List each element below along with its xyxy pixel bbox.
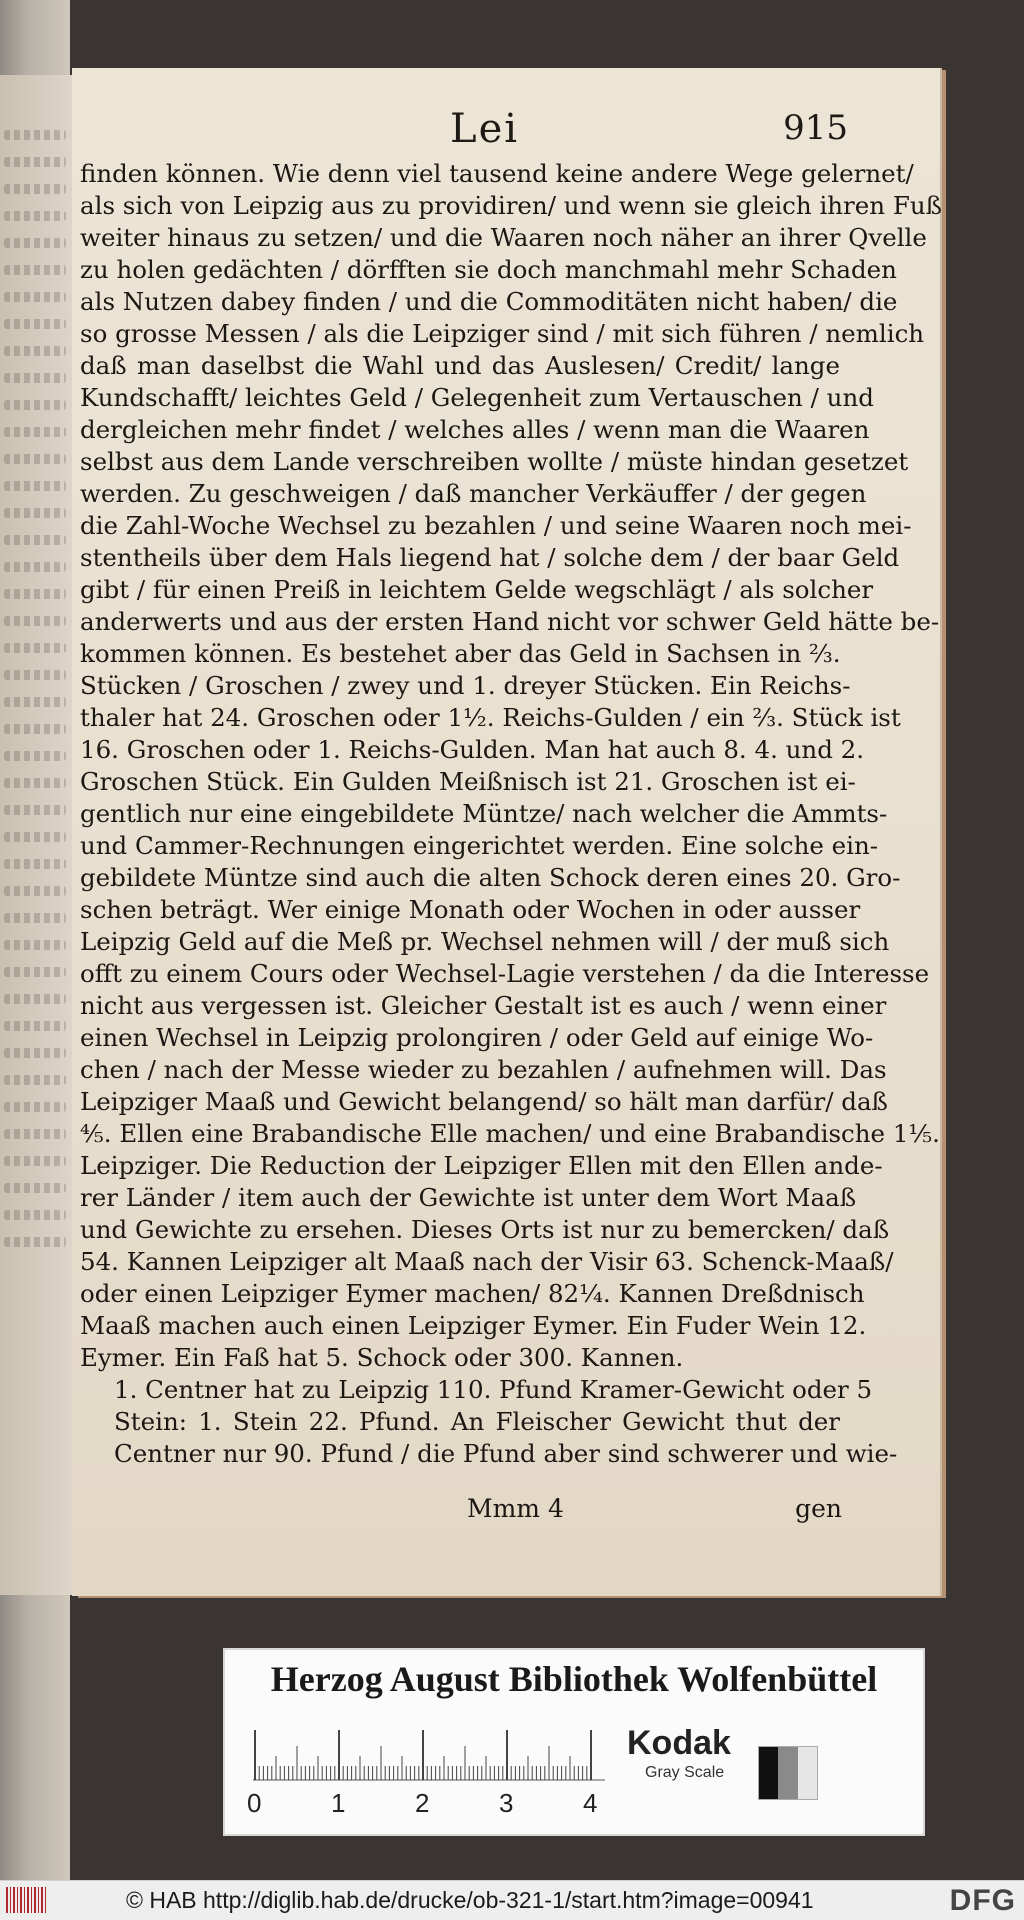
text-line: Kundschafft/ leichtes Geld / Gelegenheit zum Vertauschen / und <box>80 383 874 412</box>
text-line: Centner nur 90. Pfund / die Pfund aber sind schwerer und wie- <box>114 1439 898 1468</box>
gray-patch <box>778 1747 797 1799</box>
ghost-text-line <box>4 697 66 707</box>
ghost-text-line <box>4 1075 66 1085</box>
text-line: 54. Kannen Leipziger alt Maaß nach der Visir 63. Schenck-Maaß/ <box>80 1247 894 1276</box>
text-line: nicht aus vergessen ist. Gleicher Gestalt ist es auch / wenn einer <box>80 991 887 1020</box>
ghost-text-line <box>4 670 66 680</box>
text-line: Leipzig Geld auf die Meß pr. Wechsel nehmen will / der muß sich <box>80 927 890 956</box>
book-page <box>72 68 940 1596</box>
ruler-number: 1 <box>331 1788 346 1818</box>
ruler-number: 0 <box>247 1788 262 1818</box>
text-line: weiter hinaus zu setzen/ und die Waaren noch näher an ihrer Qvelle <box>80 223 927 252</box>
text-line: und Gewichte zu ersehen. Dieses Orts ist nur zu bemercken/ daß <box>80 1215 890 1244</box>
barcode-icon <box>6 1887 48 1913</box>
ghost-text-line <box>4 535 66 545</box>
ruler-number: 2 <box>415 1788 430 1818</box>
ghost-text-line <box>4 211 66 221</box>
ghost-text-line <box>4 778 66 788</box>
text-line: zu holen gedächten / dörfften sie doch manchmahl mehr Schaden <box>80 255 897 284</box>
ghost-text-line <box>4 589 66 599</box>
text-line: und Cammer-Rechnungen eingerichtet werden. Eine solche ein- <box>80 831 879 860</box>
ghost-text-line <box>4 859 66 869</box>
ghost-text-line <box>4 373 66 383</box>
ruler-numbers <box>247 1788 627 1822</box>
gray-scale-label: Gray Scale <box>645 1764 725 1781</box>
ruler-number: 4 <box>583 1788 598 1818</box>
text-line: gibt / für einen Preiß in leichtem Gelde wegschlägt / als solcher <box>80 575 874 604</box>
ghost-text-line <box>4 616 66 626</box>
text-line: dergleichen mehr findet / welches alles / wenn man die Waaren <box>80 415 870 444</box>
ghost-text-line <box>4 643 66 653</box>
text-line: als sich von Leipzig aus zu providiren/ und wenn sie gleich ihren Fuß <box>80 191 942 220</box>
signature-row <box>72 1494 842 1528</box>
ghost-text-line <box>4 130 66 140</box>
ghost-text-line <box>4 1021 66 1031</box>
footer-bar <box>0 1880 1024 1920</box>
ghost-text-line <box>4 265 66 275</box>
ghost-text-line <box>4 1183 66 1193</box>
text-line: Leipziger. Die Reduction der Leipziger Ellen mit den Ellen ande- <box>80 1151 883 1180</box>
ghost-text-line <box>4 940 66 950</box>
ghost-text-line <box>4 508 66 518</box>
page-header <box>72 102 940 162</box>
ghost-text-line <box>4 994 66 1004</box>
text-line: die Zahl-Woche Wechsel zu bezahlen / und seine Waaren noch mei- <box>80 511 912 540</box>
text-line: anderwerts und aus der ersten Hand nicht vor schwer Geld hätte be- <box>80 607 940 636</box>
ghost-text-line <box>4 832 66 842</box>
text-line: Stücken / Groschen / zwey und 1. dreyer Stücken. Ein Reichs- <box>80 671 851 700</box>
gray-patch <box>798 1747 817 1799</box>
text-line: oder einen Leipziger Eymer machen/ 82¼. Kannen Dreßdnisch <box>80 1279 865 1308</box>
text-line: finden können. Wie denn viel tausend keine andere Wege gelernet/ <box>80 159 914 188</box>
text-line: so grosse Messen / als die Leipziger sind / mit sich führen / nemlich <box>80 319 925 348</box>
ghost-text-line <box>4 184 66 194</box>
ghost-text-line <box>4 913 66 923</box>
running-head: Lei <box>450 106 520 152</box>
ghost-text-line <box>4 400 66 410</box>
text-line: 16. Groschen oder 1. Reichs-Gulden. Man hat auch 8. 4. und 2. <box>80 735 865 764</box>
printer-signature: Mmm 4 <box>467 1494 564 1523</box>
text-line: Leipziger Maaß und Gewicht belangend/ so hält man darfür/ daß <box>80 1087 888 1116</box>
ghost-text-line <box>4 886 66 896</box>
ghost-text-line <box>4 346 66 356</box>
ghost-text-line <box>4 454 66 464</box>
color-calibration-card <box>223 1648 925 1836</box>
ghost-text-line <box>4 967 66 977</box>
ghost-text-line <box>4 1129 66 1139</box>
text-line: schen beträgt. Wer einige Monath oder Wochen in oder ausser <box>80 895 861 924</box>
page-number: 915 <box>783 108 848 148</box>
ghost-text-line <box>4 157 66 167</box>
text-line: Maaß machen auch einen Leipziger Eymer. Ein Fuder Wein 12. <box>80 1311 867 1340</box>
dfg-logo: DFG <box>949 1884 1016 1917</box>
text-line: 1. Centner hat zu Leipzig 110. Pfund Kramer-Gewicht oder 5 <box>114 1375 873 1404</box>
ruler-number: 3 <box>499 1788 514 1818</box>
text-line: Groschen Stück. Ein Gulden Meißnisch ist 21. Groschen ist ei- <box>80 767 856 796</box>
text-line: Stein: 1. Stein 22. Pfund. An Fleischer Gewicht thut der <box>114 1407 840 1436</box>
ghost-text-line <box>4 1102 66 1112</box>
text-line: als Nutzen dabey finden / und die Commoditäten nicht haben/ die <box>80 287 898 316</box>
text-line: Eymer. Ein Faß hat 5. Schock oder 300. Kannen. <box>80 1343 684 1372</box>
ghost-text-line <box>4 1156 66 1166</box>
text-line: ⅘. Ellen eine Brabandische Elle machen/ und eine Brabandische 1⅕. <box>80 1119 940 1148</box>
ghost-text-line <box>4 319 66 329</box>
library-title: Herzog August Bibliothek Wolfenbüttel <box>270 1659 878 1699</box>
body-text <box>80 158 942 1470</box>
citation-text: © HAB http://diglib.hab.de/drucke/ob-321-1/start.htm?image=00941 <box>126 1887 814 1913</box>
ghost-text-line <box>4 427 66 437</box>
ghost-text-line <box>4 1210 66 1220</box>
text-line: offt zu einem Cours oder Wechsel-Lagie verstehen / da die Interesse <box>80 959 930 988</box>
gray-scale-swatch <box>758 1746 818 1800</box>
text-line: daß man daselbst die Wahl und das Auslesen/ Credit/ lange <box>80 351 840 380</box>
text-line: rer Länder / item auch der Gewichte ist unter dem Wort Maaß <box>80 1183 857 1212</box>
text-line: kommen können. Es bestehet aber das Geld in Sachsen in ⅔. <box>80 639 841 668</box>
text-line: thaler hat 24. Groschen oder 1½. Reichs-Gulden / ein ⅔. Stück ist <box>80 703 901 732</box>
text-line: gentlich nur eine eingebildete Müntze/ nach welcher die Ammts- <box>80 799 888 828</box>
ghost-text-line <box>4 1237 66 1247</box>
ghost-text-line <box>4 1048 66 1058</box>
ruler <box>253 1722 605 1782</box>
text-line: werden. Zu geschweigen / daß mancher Verkäuffer / der gegen <box>80 479 867 508</box>
kodak-brand: Kodak <box>627 1724 731 1762</box>
ghost-text-line <box>4 751 66 761</box>
text-line: einen Wechsel in Leipzig prolongiren / oder Geld auf einige Wo- <box>80 1023 874 1052</box>
text-line: stentheils über dem Hals liegend hat / solche dem / der baar Geld <box>80 543 900 572</box>
catchword: gen <box>795 1494 842 1523</box>
text-line: gebildete Müntze sind auch die alten Schock deren eines 20. Gro- <box>80 863 901 892</box>
ghost-text-line <box>4 481 66 491</box>
ghost-text-line <box>4 292 66 302</box>
text-line: selbst aus dem Lande verschreiben wollte / müste hindan gesetzet <box>80 447 909 476</box>
ghost-text-line <box>4 724 66 734</box>
gray-patch <box>759 1747 778 1799</box>
ghost-text-line <box>4 238 66 248</box>
text-line: chen / nach der Messe wieder zu bezahlen / aufnehmen will. Das <box>80 1055 887 1084</box>
ghost-text-line <box>4 805 66 815</box>
ghost-text-line <box>4 562 66 572</box>
